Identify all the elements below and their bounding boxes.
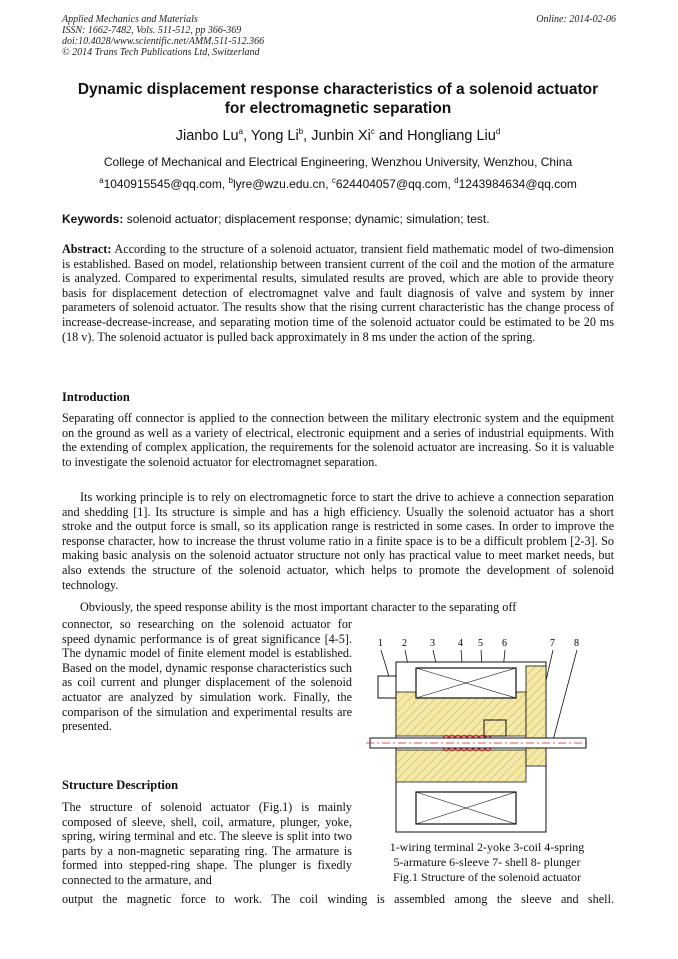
figure-caption bbox=[362, 840, 612, 885]
email-sup: d bbox=[454, 176, 459, 185]
author-name: Yong Li bbox=[250, 128, 299, 144]
abstract bbox=[62, 242, 614, 344]
authors bbox=[62, 128, 614, 144]
author-sep: and bbox=[374, 128, 408, 144]
email-sup: b bbox=[228, 176, 233, 185]
author-sup: c bbox=[370, 127, 375, 137]
shell-right bbox=[526, 666, 546, 766]
author-sup: a bbox=[238, 127, 244, 137]
keywords-label: Keywords: bbox=[62, 212, 124, 226]
solenoid-structure-figure bbox=[366, 632, 590, 844]
journal-header bbox=[62, 14, 264, 58]
author-sep: , bbox=[243, 128, 251, 144]
copyright: © 2014 Trans Tech Publications Ltd, Switzerland bbox=[62, 47, 260, 58]
abstract-text: According to the structure of a solenoid actuator, transient field mathematic model of two-dimension is established. Based on model, relationship between transient current of the coil and the motion of the armature is analyzed. Compared to experimental results, simulated results are proved, which are able to provide theory basis for displacement detection of electromagnet valve and fault diagnosis of valve and system by inner parameters of solenoid actuator. The results show that the rising current characteristic has the change process of increase-decrease-increase, and separating motion time of the solenoid actuator could be estimated to be 20 ms (18 v). The solenoid actuator is pulled back approximately in 8 ms under the action of the spring. bbox=[62, 242, 614, 344]
email-address[interactable]: 624404057@qq.com, bbox=[335, 177, 455, 191]
author-name: Junbin Xi bbox=[311, 128, 371, 144]
fig-label: 5 bbox=[478, 638, 483, 649]
title-line-1: Dynamic displacement response characteristics of a solenoid actuator bbox=[77, 81, 599, 98]
author-name: Jianbo Lu bbox=[175, 128, 239, 144]
wiring-terminal bbox=[378, 676, 396, 698]
caption-line-2: 5-armature 6-sleeve 7- shell 8- plunger bbox=[393, 855, 581, 869]
intro-paragraph-3-rest: connector, so researching on the solenoid actuator for speed dynamic performance is of great significance [4-5]. The dynamic model of finite element model is established. Based on the model, dynamic response characteristics such as coil current and plunger displacement of the solenoid actuator are analyzed by simulation work. Finally, the comparison of the simulation and experimental results are presented. bbox=[62, 617, 352, 734]
caption-line-1: 1-wiring terminal 2-yoke 3-coil 4-spring bbox=[389, 840, 585, 854]
title-line-2: for electromagnetic separation bbox=[224, 100, 452, 117]
armature bbox=[484, 720, 506, 736]
structure-heading: Structure Description bbox=[62, 778, 179, 792]
author-sup: b bbox=[298, 127, 304, 137]
abstract-label: Abstract: bbox=[62, 242, 112, 256]
intro-paragraph-1: Separating off connector is applied to the connection between the military electronic system and the equipment on the ground as well as a variety of electrical, electronic equipment and a series of industrial equipments. With the extending of complex application, the requirements for the solenoid actuator are increasing. So it is valuable to investigate the solenoid actuator for electromagnet separation. bbox=[62, 411, 614, 469]
fig-label: 3 bbox=[430, 638, 435, 649]
intro-heading: Introduction bbox=[62, 390, 130, 404]
issn: ISSN: 1662-7482, Vols. 511-512, pp 366-369 bbox=[62, 25, 242, 36]
online-date: Online: 2014-02-06 bbox=[536, 14, 616, 25]
fig-label: 8 bbox=[574, 638, 579, 649]
fig-label: 1 bbox=[378, 638, 383, 649]
paper-title bbox=[62, 80, 614, 118]
journal-name: Applied Mechanics and Materials bbox=[62, 14, 198, 25]
affiliation: College of Mechanical and Electrical Engineering, Wenzhou University, Wenzhou, China bbox=[103, 155, 573, 169]
lower-yoke bbox=[396, 750, 526, 782]
keywords-text: solenoid actuator; displacement response; dynamic; simulation; test. bbox=[123, 212, 490, 226]
email-sup: c bbox=[331, 176, 336, 185]
fig-label: 6 bbox=[502, 638, 507, 649]
email-address[interactable]: 1243984634@qq.com bbox=[458, 177, 577, 191]
keywords bbox=[62, 212, 614, 226]
doi: doi:10.4028/www.scientific.net/AMM.511-512.366 bbox=[62, 36, 265, 47]
email-address[interactable]: lyre@wzu.edu.cn, bbox=[232, 177, 332, 191]
structure-paragraph: The structure of solenoid actuator (Fig.1) is mainly composed of sleeve, shell, coil, armature, plunger, yoke, spring, wiring terminal and etc. The sleeve is split into two parts by a non-magnetic separating ring. The armature is formed into stepped-ring shape. The plunger is fixedly connected to the armature, and bbox=[62, 800, 352, 887]
author-name: Hongliang Liu bbox=[407, 128, 496, 144]
author-sup: d bbox=[495, 127, 501, 137]
structure-last-line: output the magnetic force to work. The coil winding is assembled among the sleeve and shell. bbox=[62, 892, 614, 906]
fig-label: 4 bbox=[458, 638, 463, 649]
author-sep: , bbox=[303, 128, 312, 144]
email-address[interactable]: 1040915545@qq.com, bbox=[103, 177, 229, 191]
fig-label: 2 bbox=[402, 638, 407, 649]
fig-label: 7 bbox=[550, 638, 555, 649]
intro-paragraph-3-line-1: Obviously, the speed response ability is the most important character to the separating off bbox=[80, 600, 517, 614]
emails bbox=[62, 177, 614, 191]
email-sup: a bbox=[99, 176, 104, 185]
caption-line-3: Fig.1 Structure of the solenoid actuator bbox=[393, 870, 581, 884]
intro-paragraph-2: Its working principle is to rely on electromagnetic force to start the drive to achieve a connection separation and shedding [1]. Its structure is simple and has a high efficiency. Usually the solenoid actuator has a short stroke and the output force is small, so its application range is restricted in some cases. In order to improve the response character, how to increase the thrust volume ratio in a finite space is to be a difficult problem [2-3]. So making basic analysis on the solenoid actuator structure not only has practical value to meet market needs, but also extends the structure of the solenoid actuator, which helps to promote the development of solenoid technology. bbox=[62, 490, 614, 592]
